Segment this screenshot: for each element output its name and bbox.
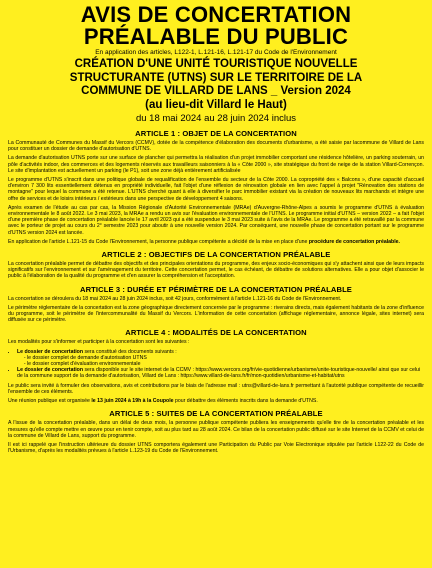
list-item-bold: Le dossier de concertation (17, 348, 84, 355)
paragraph-text: pour débattre des éléments inscrits dans la demande d'UTNS. (173, 398, 318, 405)
list-item-bold: Le dossier de concertation (17, 367, 84, 374)
list-item-text: sera constitué des documents suivants : (83, 348, 177, 355)
list-item (17, 367, 424, 379)
article-1-paragraph: Après examen de l'étude au cas par cas, la Mission Régionale d'Autorité Environnementale (MRAe) d'Auvergne-Rhône-Alpes a soumis le programme d'UTNS à évaluation environnementale le 8 août 2022. Le 3 mai 2023, la MRAe a rendu un avis sur l'évaluation environnementale de l'UTNS. Le programme initial d'UTNS – version 2022 – a fait l'objet d'une première phase de concertation préalable lancée le 17 avril 2023 qui a été suspendue le 3 mai 2023 suite à l'avis de la MRAe. Le programme a été retravaillé par la commune avec le porteur de projet au cours du 2° semestre 2023 pour aboutir à une nouvelle version 2024. Par conséquent, une nouvelle phase de concertation portant sur le programme d'UTNS version 2024 est lancée. (8, 204, 424, 236)
list-item: - le dossier complet d'évaluation environnementale (27, 361, 424, 367)
modalities-list (8, 349, 424, 380)
article-1-paragraph: Le programme d'UTNS s'inscrit dans une politique globale de requalification de l'ensemble du secteur de la Côte 2000. La copropriété des « Balcons », d'une capacité d'accueil d'environ 7 300 lits essentiellement détenus en propriété individuelle, fait l'objet d'une réflexion de rénovation globale en lien avec l'appel à projet "Rénovation des stations de montagne" pour lequel la commune a été retenue. L'UTNS cherché quant à elle à diversifier le parc immobilier existant via la création de nouveaux lits marchands et intègre une offre de services et de loisirs intérieurs / extérieurs dans une perspective de développement 4 saisons. (8, 177, 424, 202)
subtitle-line: CRÉATION D'UNE UNITÉ TOURISTIQUE NOUVELLE (74, 58, 358, 70)
article-1-paragraph: La demande d'autorisation UTNS porte sur une surface de plancher qui permettra la réalisation d'un projet immobilier comportant une résidence hôtelière, un parking souterrain, un pôle d'activités indoor, des commerces et des logements réservés aux travailleurs saisonniers à la « Côte 2000 », site stratégique du front de neige de la station Villard-Corrençon. Le site d'implantation est actuellement un parking (le P1), soit une zone déjà entièrement artificialisée (8, 155, 424, 174)
article-4-title: ARTICLE 4 : MODALITÉS DE LA CONCERTATION (125, 328, 307, 338)
concertation-dates: du 18 mai 2024 au 28 juin 2024 inclus (135, 113, 297, 124)
documents-sublist (17, 355, 424, 367)
article-4-intro: Les modalités pour s'informer et participer à la concertation sont les suivantes : (8, 339, 190, 346)
subtitle-line: STRUCTURANTE (UTNS) SUR LE TERRITOIRE DE LA (69, 71, 363, 84)
list-item: - le dossier complet de demande d'autorisation UTNS (27, 355, 424, 361)
list-item-text: sera disponible sur le site internet de la CCMV : https://www.vercors.org/fr/vie-quotidienne/urbanisme/unite-touristique-nouvelle/ ainsi que sur celui de la commune support de la demande d'autorisation, Villard de Lans : https://www.villard-de-lans.fr/fr/mon-quotidien/urbanisme-et-habitat/utns (17, 367, 421, 380)
paragraph-bold-text: le 13 juin 2024 à 19h à la Coupole (91, 398, 174, 405)
article-1-paragraph: La Communauté de Communes du Massif du Vercors (CCMV), dotée de la compétence d'élaboration des documents d'urbanisme, a été saisie par lacommune de Villard de Lans pour constituer un dossier de demande d'autorisation d'UTNS. (8, 140, 424, 153)
paragraph-bold-text: procédure de concertation préalable. (308, 238, 400, 245)
article-5-paragraph: Il est ici rappelé que l'instruction ultérieure du dossier UTNS comportera également une Participation du Public par Voie Electronique stipulée par l'article L122-22 du Code de l'Urbanisme, d'après les modalités prévues à l'article L.123-19 du Code de l'Environnement. (8, 441, 424, 455)
article-3-title: ARTICLE 3 : DURÉE ET PÉRIMÈTRE DE LA CONCERTATION PRÉALABLE (80, 284, 352, 294)
article-3-paragraph: La concertation se déroulera du 18 mai 2024 au 28 juin 2024 inclus, soit 42 jours, conformément à l'article L.121-16 du Code de l'Environnement. (8, 295, 342, 302)
article-2-title: ARTICLE 2 : OBJECTIFS DE LA CONCERTATION PRÉALABLE (101, 250, 331, 260)
article-3-paragraph: Le périmètre réglementaire de la concertation est la zone géographique directement concernée par le programme : riverains directs, mais également habitants de la zone d'influence du programme, soit le périmètre de l'intercommunalité du Massif du Vercors. L'information de cette concertation (affichage réglementaire, annonce légale, sites internet) sera diffusée sur ce périmètre. (8, 304, 424, 324)
article-5-paragraph: A l'issue de la concertation préalable, dans un délai de deux mois, la personne publique compétente publiera les enseignements qu'elle tire de la concertation préalable et les mesures qu'elle compte mettre en œuvre pour en tenir compte, soit au plus tard au 28 août 2024. Ce bilan de la concertation public diffusé sur le site Internet de la CCMV et celui de la commune de Villard de Lans, support du programme. (8, 420, 424, 439)
article-5-title: ARTICLE 5 : SUITES DE LA CONCERTATION PRÉALABLE (109, 409, 323, 419)
subtitle-line: (au lieu-dit Villard le Haut) (145, 98, 287, 111)
project-subtitle (8, 58, 424, 112)
article-4-paragraph: Le public sera invité à formuler des observations, avis et contributions par le biais de l'adresse mail : utns@villard-de-lans.fr permettant à l'autorité publique compétente de recueillir l'ensemble de ces éléments. (8, 382, 424, 395)
article-1-paragraph (8, 239, 424, 245)
notice-title-line2: PRÉALABLE DU PUBLIC (83, 24, 349, 49)
paragraph-text: Une réunion publique est organisée (8, 398, 92, 405)
article-1-title: ARTICLE 1 : OBJET DE LA CONCERTATION (135, 129, 297, 138)
legal-reference: En application des articles, L122-1, L.121-16, L.121-17 du Code de l'Environnement (95, 49, 337, 56)
paragraph-text: En application de l'article L.121-15 du Code l'Environnement, la personne publique compétente a décidé de la mise en place d'une (8, 238, 309, 245)
article-2-paragraph: La concertation préalable permet de débattre des objectifs et des principales orientations du programme, des enjeux socio-économiques qui s'y attachent ainsi que de leurs impacts significatifs sur l'environnement et sur l'aménagement du territoire. Cette concertation permet, le cas échéant, de débattre de solutions alternatives. Elle a pour objet d'associer le public à l'élaboration de la qualité du programme et d'en assurer la compréhension et l'acceptation. (8, 261, 424, 280)
subtitle-line: COMMUNE DE VILLARD DE LANS _ Version 2024 (81, 85, 351, 97)
list-item (17, 349, 424, 368)
article-4-paragraph (8, 398, 424, 404)
notice-title-line1: AVIS DE CONCERTATION (80, 2, 352, 27)
